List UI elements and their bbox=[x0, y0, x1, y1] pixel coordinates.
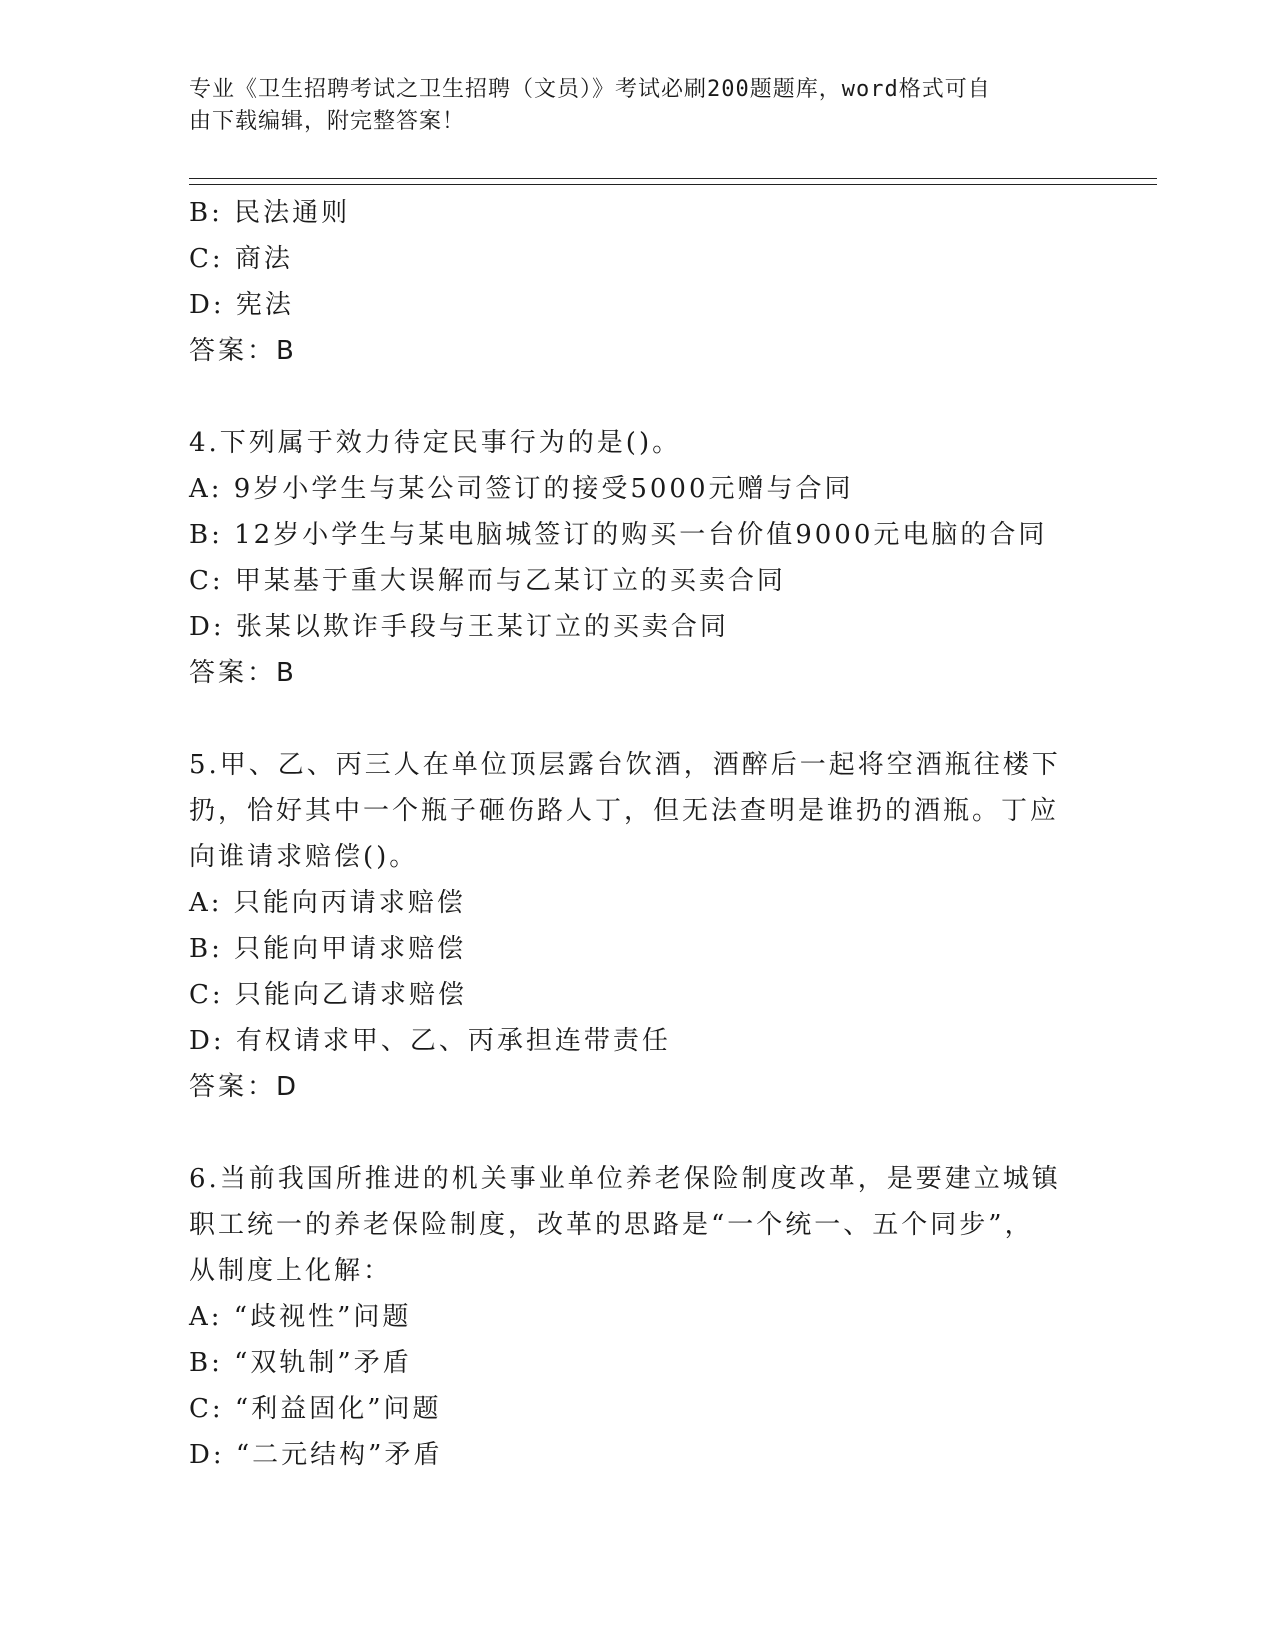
question-5 bbox=[189, 742, 1069, 1110]
question-stem-line-3: 向谁请求赔偿()。 bbox=[189, 842, 419, 872]
option-a: A: “歧视性”问题 bbox=[189, 1302, 412, 1332]
option-c: C: 甲某基于重大误解而与乙某订立的买卖合同 bbox=[189, 566, 786, 596]
option-d: D: “二元结构”矛盾 bbox=[189, 1440, 443, 1470]
option-a: A: 只能向丙请求赔偿 bbox=[189, 888, 466, 918]
spacer bbox=[189, 696, 1069, 742]
question-stem-line-2: 扔，恰好其中一个瓶子砸伤路人丁，但无法查明是谁扔的酒瓶。丁应 bbox=[189, 796, 1060, 826]
option-b: B: 只能向甲请求赔偿 bbox=[189, 934, 467, 964]
option-c: C: 商法 bbox=[189, 244, 293, 274]
header-line-1: 专业《卫生招聘考试之卫生招聘（文员）》考试必刷200题题库，word格式可自 bbox=[189, 77, 991, 102]
page-header bbox=[189, 74, 1069, 138]
answer: 答案：B bbox=[189, 658, 297, 688]
question-stem: 4.下列属于效力待定民事行为的是()。 bbox=[189, 428, 682, 458]
option-a: A: 9岁小学生与某公司签订的接受5000元赠与合同 bbox=[189, 474, 854, 504]
option-c: C: “利益固化”问题 bbox=[189, 1394, 442, 1424]
question-stem-line-3: 从制度上化解： bbox=[189, 1256, 393, 1286]
question-stem-line-1: 6.当前我国所推进的机关事业单位养老保险制度改革，是要建立城镇 bbox=[189, 1164, 1061, 1194]
question-stem-line-2: 职工统一的养老保险制度，改革的思路是“一个统一、五个同步”， bbox=[189, 1210, 1034, 1240]
question-list bbox=[189, 190, 1069, 1478]
question-3 bbox=[189, 190, 1069, 374]
option-c: C: 只能向乙请求赔偿 bbox=[189, 980, 467, 1010]
header-line-2: 由下载编辑，附完整答案！ bbox=[189, 109, 466, 134]
spacer bbox=[189, 1110, 1069, 1156]
answer: 答案：D bbox=[189, 1072, 300, 1102]
spacer bbox=[189, 374, 1069, 420]
option-b: B: 民法通则 bbox=[189, 198, 351, 228]
answer: 答案：B bbox=[189, 336, 297, 366]
option-b: B: 12岁小学生与某电脑城签订的购买一台价值9000元电脑的合同 bbox=[189, 520, 1048, 550]
header-rule-top bbox=[189, 178, 1157, 179]
option-b: B: “双轨制”矛盾 bbox=[189, 1348, 412, 1378]
question-stem-line-1: 5.甲、乙、丙三人在单位顶层露台饮酒，酒醉后一起将空酒瓶往楼下 bbox=[189, 750, 1061, 780]
header-rule-bottom bbox=[189, 184, 1157, 185]
option-d: D: 宪法 bbox=[189, 290, 294, 320]
question-4 bbox=[189, 420, 1069, 696]
option-d: D: 张某以欺诈手段与王某订立的买卖合同 bbox=[189, 612, 729, 642]
option-d: D: 有权请求甲、乙、丙承担连带责任 bbox=[189, 1026, 671, 1056]
question-6 bbox=[189, 1156, 1069, 1478]
